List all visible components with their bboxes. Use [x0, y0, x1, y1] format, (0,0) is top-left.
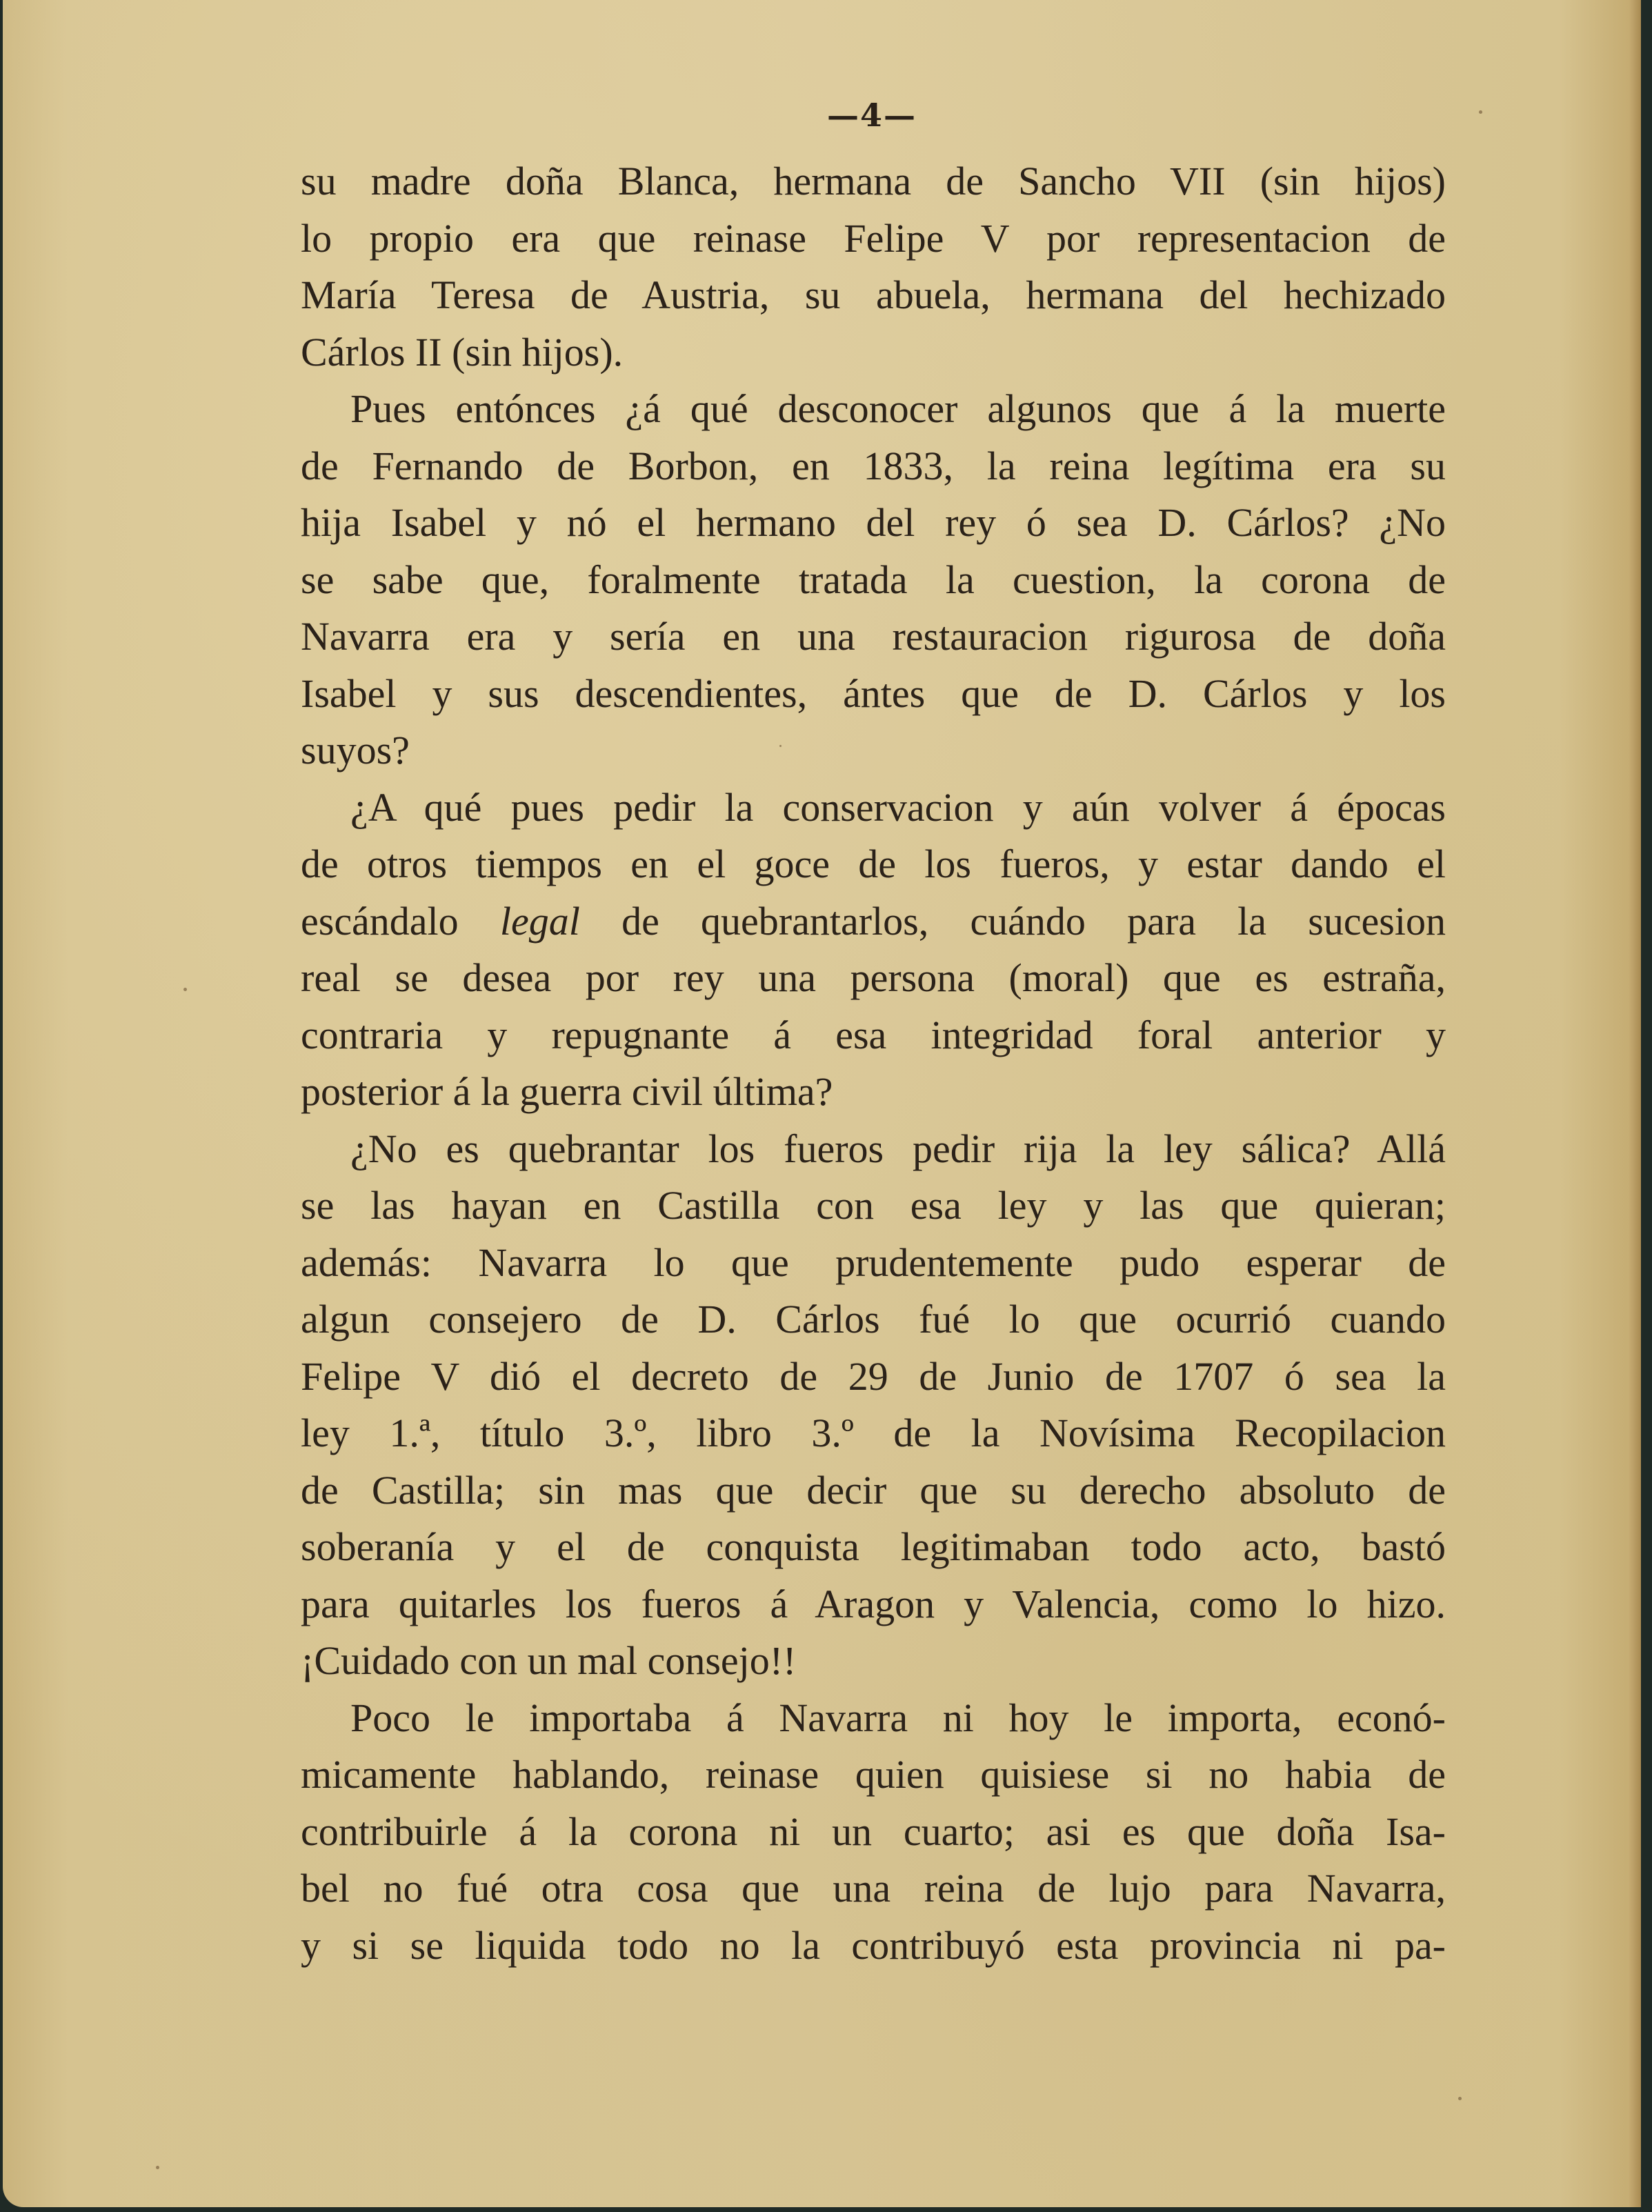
- text-line: Felipe V dió el decreto de 29 de Junio de 1707 ó sea la: [301, 1353, 1446, 1399]
- text-line: Pues entónces ¿á qué desconocer algunos que á la muerte: [350, 386, 1446, 431]
- text-line: suyos?: [301, 728, 410, 773]
- text-line: de Castilla; sin mas que decir que su derecho absoluto de: [301, 1467, 1446, 1513]
- text-line: micamente hablando, reinase quien quisiese si no habia de: [301, 1752, 1446, 1797]
- text-line: para quitarles los fueros á Aragon y Valencia, como lo hizo.: [301, 1581, 1446, 1626]
- text-line: ¡Cuidado con un mal consejo!!: [301, 1638, 797, 1683]
- body-text: [301, 153, 1446, 1974]
- book-page: [3, 0, 1641, 2207]
- text-line: Isabel y sus descendientes, ántes que de D. Cárlos y los: [301, 670, 1446, 716]
- page-edge: [1629, 0, 1641, 2207]
- text-line: lo propio era que reinase Felipe V por representacion de: [301, 215, 1446, 261]
- text-line: además: Navarra lo que prudentemente pudo esperar de: [301, 1239, 1446, 1285]
- text-line: de Fernando de Borbon, en 1833, la reina legítima era su: [301, 443, 1446, 488]
- text-line: Poco le importaba á Navarra ni hoy le importa, econó-: [350, 1695, 1446, 1740]
- text-line: de otros tiempos en el goce de los fueros, y estar dando el: [301, 841, 1446, 886]
- text-line: algun consejero de D. Cárlos fué lo que ocurrió cuando: [301, 1297, 1446, 1342]
- paper-speck: [1458, 2097, 1462, 2100]
- text-line: Cárlos II (sin hijos).: [301, 329, 624, 375]
- text-line: contribuirle á la corona ni un cuarto; asi es que doña Isa-: [301, 1809, 1446, 1854]
- text-line: su madre doña Blanca, hermana de Sancho VII (sin hijos): [301, 159, 1446, 203]
- text-line: se sabe que, foralmente tratada la cuestion, la corona de: [301, 557, 1446, 602]
- page-number: —4—: [826, 97, 917, 134]
- paper-speck: [183, 988, 187, 991]
- text-line: soberanía y el de conquista legitimaban todo acto, bastó: [301, 1524, 1446, 1569]
- text-line: ¿No es quebrantar los fueros pedir rija la ley sálica? Allá: [350, 1126, 1446, 1171]
- text-line: Navarra era y sería en una restauracion rigurosa de doña: [301, 614, 1446, 659]
- text-line: y si se liquida todo no la contribuyó esta provincia ni pa-: [301, 1922, 1446, 1968]
- text-line: María Teresa de Austria, su abuela, hermana del hechizado: [301, 272, 1446, 317]
- text-line: real se desea por rey una persona (moral) que es estraña,: [301, 955, 1446, 1000]
- text-line: [301, 893, 1446, 950]
- text-line: se las hayan en Castilla con esa ley y las que quieran;: [301, 1183, 1446, 1228]
- paper-speck: [1479, 110, 1482, 114]
- text-line: ley 1.ª, título 3.º, libro 3.º de la Novísima Recopilacion: [301, 1411, 1446, 1455]
- text-line: hija Isabel y nó el hermano del rey ó sea D. Cárlos? ¿No: [301, 500, 1446, 545]
- text-line: ¿A qué pues pedir la conservacion y aún volver á épocas: [350, 784, 1446, 830]
- text-line: bel no fué otra cosa que una reina de lujo para Navarra,: [301, 1866, 1446, 1911]
- paper-speck: [156, 2166, 159, 2169]
- text-segment: escándalo: [301, 898, 500, 944]
- text-line: posterior á la guerra civil última?: [301, 1069, 833, 1114]
- italic-word: legal: [499, 898, 580, 944]
- text-segment: de quebrantarlos, cuándo para la sucesion: [579, 898, 1446, 944]
- text-line: contraria y repugnante á esa integridad foral anterior y: [301, 1012, 1446, 1057]
